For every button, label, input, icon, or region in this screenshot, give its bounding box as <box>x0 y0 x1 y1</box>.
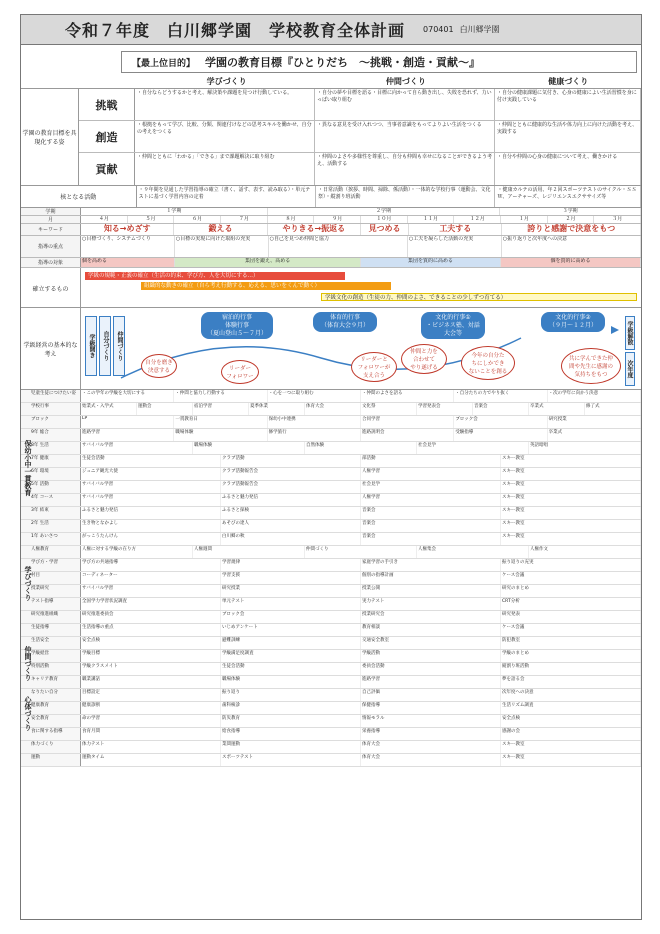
plan-cell: 運動会 <box>137 403 193 415</box>
plan-cell: 人権に対する学級の在り方 <box>81 546 193 558</box>
plan-row <box>21 507 641 520</box>
plan-cell: 体力テスト <box>81 741 221 753</box>
keyword-challenge: 挑戦 <box>79 89 135 120</box>
plan-cell: ・自分たちの力でやり抜く <box>454 390 547 402</box>
plan-cell: 一貫教育日 <box>174 416 267 428</box>
plan-cell: クラブ活動 <box>221 455 361 467</box>
plan-cell: 体育大会 <box>361 754 501 766</box>
plan-row-header: 学び方・学習 <box>21 559 81 571</box>
keyword-label: キーワード <box>21 224 81 235</box>
goal-health: ・仲間とともに健康的な生活や体力向上に向けた活動を考え、実践する <box>495 121 641 152</box>
keyword: やりきる→振返る <box>268 224 361 235</box>
pillar-peer: 仲間づくり <box>385 77 426 86</box>
plan-row <box>21 585 641 598</box>
goal-health: ・自分の健康課題に気付き、心身の健康によい生活習慣を身に付け実践している <box>495 89 641 120</box>
plan-cell: いじめアンケート <box>221 624 361 636</box>
core-peer: ・日常活動（挨拶、時間、掃除、係活動）・一体的な学校行事（運動会、文化祭）・縦割り班活動 <box>316 186 495 207</box>
plan-cell: 実力テスト <box>361 598 501 610</box>
plan-row <box>21 468 641 481</box>
plan-cell: 学級のまとめ <box>501 650 641 662</box>
goal-peer: ・自分の夢や目標を語る・目標に向かって自ら動き出し、失敗を恐れず、力いっぱい取り組む <box>315 89 495 120</box>
plan-cell: 目標設定 <box>81 689 221 701</box>
bubble: 仲間と力を 合わせて やり遂げる <box>401 344 447 374</box>
plan-page <box>20 14 642 920</box>
plan-cell: がっこうたんけん <box>81 533 221 545</box>
top-goal-label: 【最上位目的】 <box>132 58 196 69</box>
top-goal <box>121 51 637 73</box>
plan-cell: 音楽会 <box>361 520 501 532</box>
plan-row <box>21 390 641 403</box>
event-culture-2: 文化的行事② （９月〜１２月） <box>541 312 605 332</box>
plan-cell: 避難訓練 <box>221 637 361 649</box>
plan-row-header: 体力づくり <box>21 741 81 753</box>
bubble: リーダーと フォロワーが 支え合う <box>351 352 397 382</box>
plan-cell: 次年度への決意 <box>501 689 641 701</box>
structure-section <box>21 308 641 390</box>
term-row <box>21 208 641 216</box>
plan-cell: 個別の指導計画 <box>361 572 501 584</box>
plan-cell: 学び方の共通指導 <box>81 559 221 571</box>
plan-cell: ふるさと魅力発信 <box>221 494 361 506</box>
plan-cell: サバイバル学習 <box>81 481 221 493</box>
goal-peer: ・異なる意見を受け入れつつ、当事者意識をもってよりよい生活をつくる <box>315 121 495 152</box>
plan-row <box>21 715 641 728</box>
core-learning: ・９年間を見通した学習指導の確立（書く、話す、表す、読み取る）・単元テストに基づく学習内容の定着 <box>137 186 316 207</box>
term-2: ２学期 <box>268 208 501 215</box>
plan-cell: ふるさと探検 <box>221 507 361 519</box>
goal-row-contribute <box>79 153 641 185</box>
plan-cell: スキー教室 <box>501 481 641 493</box>
plan-row-header: 村目 <box>21 572 81 584</box>
plan-cell: 受験指導 <box>454 429 547 441</box>
plan-cell: 振り返りの充実 <box>501 559 641 571</box>
plan-cell: ふるさと魅力発信 <box>81 507 221 519</box>
plan-row <box>21 416 641 429</box>
plan-cell: スキー教室 <box>501 507 641 519</box>
plan-cell: 部活動 <box>361 455 501 467</box>
month: １月 <box>501 216 548 223</box>
plan-cell: 学級クラスメイト <box>81 663 221 675</box>
bubble: リーダー フォロワー <box>221 360 259 384</box>
plan-cell: 進路説明会 <box>361 429 454 441</box>
bubble: 自分を磨き 決意する <box>141 354 177 378</box>
focus-item: ○自己を見つめ仲間と協力 <box>269 236 408 257</box>
plan-cell: 学習支援 <box>221 572 361 584</box>
plan-cell: 卒業式 <box>548 429 641 441</box>
box-next-year: 次年度 <box>625 352 635 386</box>
plan-cell: ケース会議 <box>501 572 641 584</box>
month: ２月 <box>548 216 595 223</box>
plan-cell: スポーツテスト <box>221 754 361 766</box>
target-band: 集団を質的に高める <box>361 258 501 267</box>
plan-cell: 人権作文 <box>529 546 641 558</box>
plan-row <box>21 637 641 650</box>
plan-row-header: テスト指導 <box>21 598 81 610</box>
core-activity-row <box>21 186 641 208</box>
plan-row-header: キャリア教育 <box>21 676 81 688</box>
plan-cell: 全国学力学習状況調査 <box>81 598 221 610</box>
goal-peer: ・仲間のよさや多様性を尊重し、自分も仲間も幸せになることができるよう考え、活動する <box>315 153 495 185</box>
plan-cell: 教育相談 <box>361 624 501 636</box>
focus-label: 指導の重点 <box>21 236 81 257</box>
bubble: 今年の自分た ちにしかでき ないことを創る <box>461 346 515 380</box>
plan-cell: 生徒会活動 <box>81 455 221 467</box>
plan-cell: 人権集会 <box>417 546 529 558</box>
plan-row-header: 授業研究 <box>21 585 81 597</box>
plan-cell: 研究推進委員会 <box>81 611 221 623</box>
culture-stripe-1: 学級の規範・正義の確立（生活の約束、学び方、人を大切にする…） <box>85 272 345 280</box>
focus-row <box>21 236 641 258</box>
plan-row-header: 研究推進組織 <box>21 611 81 623</box>
focus-item: ○目標づくり、システムづくり <box>81 236 175 257</box>
plan-cell: 進路学習 <box>81 429 174 441</box>
side-label-peer: 仲間づくり <box>24 646 32 681</box>
month-label: 月 <box>21 216 81 223</box>
plan-cell: 夏季休業 <box>249 403 305 415</box>
plan-row <box>21 455 641 468</box>
plan-cell: ・仲間と協力し行動する <box>174 390 267 402</box>
plan-cell: 合同学習 <box>361 416 454 428</box>
focus-item: ○目標の実現に向けた取組の充実 <box>175 236 269 257</box>
plan-row-header: 9年 総合 <box>21 429 81 441</box>
box-class-open: 学級開き <box>85 316 97 376</box>
plan-cell: 職場体験 <box>193 442 305 454</box>
plan-cell: 自然体験 <box>305 442 417 454</box>
plan-row <box>21 754 641 767</box>
plan-row <box>21 663 641 676</box>
month: ８月 <box>268 216 315 223</box>
plan-row <box>21 572 641 585</box>
plan-row-header: ブロック <box>21 416 81 428</box>
plan-row-header: 人権教育 <box>21 546 81 558</box>
plan-cell: 栄養指導 <box>361 728 501 740</box>
culture-section <box>21 268 641 308</box>
plan-row <box>21 624 641 637</box>
plan-cell: 食育月間 <box>81 728 221 740</box>
plan-row-header: 4年 コース <box>21 494 81 506</box>
plan-cell: 生き物となかよし <box>81 520 221 532</box>
month: １１月 <box>408 216 455 223</box>
plan-cell: ・次の学年に向かう決意 <box>548 390 641 402</box>
plan-cell: 職業講話 <box>81 676 221 688</box>
plan-row-header: なりたい自分 <box>21 689 81 701</box>
plan-cell: スキー教室 <box>501 455 641 467</box>
plan-cell: 学習発表会 <box>417 403 473 415</box>
plan-cell: 卒業式 <box>529 403 585 415</box>
plan-row-header: 8年 生活 <box>21 442 81 454</box>
month: ３月 <box>594 216 641 223</box>
plan-cell: 生活リズム調査 <box>501 702 641 714</box>
plan-cell: サバイバル学習 <box>81 585 221 597</box>
term-3: ３学期 <box>500 208 641 215</box>
plan-cell: 交通安全教室 <box>361 637 501 649</box>
keyword-contribute: 貢献 <box>79 153 135 185</box>
plan-cell: スキー教室 <box>501 754 641 766</box>
month: ５月 <box>128 216 175 223</box>
plan-cell: 夢を語る会 <box>501 676 641 688</box>
plan-row <box>21 533 641 546</box>
core-health: ・健康カルテの活用、年２回スポーツテストのサイクル・ＳＳＷ、アーチャーズ、レジリエンスエクササイズ等 <box>495 186 641 207</box>
plan-cell: 安全点検 <box>501 715 641 727</box>
goal-section-label: 学園の教育目標を具現化する姿 <box>21 89 79 185</box>
keyword: 知る→めざす <box>81 224 174 235</box>
school-name: 白川郷学園 <box>459 25 500 34</box>
plan-cell: 情報モラル <box>361 715 501 727</box>
core-activity-label: 核となる活動 <box>21 186 137 207</box>
plan-cell: CRT分析 <box>501 598 641 610</box>
plan-row-header: 特別活動 <box>21 663 81 675</box>
plan-cell: 体育大会 <box>305 403 361 415</box>
goal-learning: ・仲間とともに「わかる」「できる」まで課題解決に取り組む <box>135 153 315 185</box>
plan-row-header: 運動 <box>21 754 81 766</box>
plan-cell: 委員会活動 <box>361 663 501 675</box>
plan-row <box>21 442 641 455</box>
pillar-learning: 学びづくり <box>206 77 247 86</box>
plan-cell: スキー教室 <box>501 468 641 480</box>
plan-cell: 宿泊学習 <box>193 403 249 415</box>
plan-cell: 研究発表 <box>501 611 641 623</box>
plan-cell: 防犯教室 <box>501 637 641 649</box>
plan-cell: ジュニア観光大使 <box>81 468 221 480</box>
plan-cell: クラブ活動報告会 <box>221 481 361 493</box>
doc-code: 070401 <box>423 25 454 34</box>
culture-label: 確立するもの <box>21 268 81 308</box>
keyword: 見つめる <box>361 224 409 235</box>
plan-cell: 生徒会活動 <box>221 663 361 675</box>
plan-cell: 縦割り班活動 <box>501 663 641 675</box>
plan-row <box>21 650 641 663</box>
plan-cell: 学級満足度調査 <box>221 650 361 662</box>
keyword: 鍛える <box>174 224 267 235</box>
plan-cell: 白川郷の秋 <box>221 533 361 545</box>
plan-cell: 人権週間 <box>193 546 305 558</box>
plan-cell: 人権学習 <box>361 494 501 506</box>
plan-cell: スキー教室 <box>501 533 641 545</box>
goal-row-challenge <box>79 89 641 121</box>
plan-cell: スキー教室 <box>501 494 641 506</box>
goal-health: ・自分や仲間の心身の健康について考え、働きかける <box>495 153 641 185</box>
term-label: 学期 <box>21 208 81 215</box>
month-row <box>21 216 641 224</box>
plan-cell: 社会見学 <box>361 481 501 493</box>
month: １２月 <box>454 216 501 223</box>
plan-cell: 職場体験 <box>221 676 361 688</box>
plan-cell: 研究授業 <box>221 585 361 597</box>
plan-cell: スキー教室 <box>501 520 641 532</box>
plan-cell: 安全点検 <box>81 637 221 649</box>
goal-row-create <box>79 121 641 153</box>
side-label-health: 心体づくり <box>24 696 32 731</box>
plan-cell: サバイバル学習 <box>81 442 193 454</box>
plan-row <box>21 598 641 611</box>
keyword-row <box>21 224 641 236</box>
month: ７月 <box>221 216 268 223</box>
plan-cell: ブロック会 <box>221 611 361 623</box>
plan-cell: 命の学習 <box>81 715 221 727</box>
plan-cell: 研究授業 <box>548 416 641 428</box>
plan-cell: ブロック会 <box>454 416 547 428</box>
plan-row <box>21 520 641 533</box>
plan-row-header: 1年 あいさつ <box>21 533 81 545</box>
event-culture-1: 文化的行事① ・ビジネス塾、対話大会等 <box>421 312 485 339</box>
plan-row-header: 2年 生活 <box>21 520 81 532</box>
plan-cell: 感謝の会 <box>501 728 641 740</box>
target-band: 個を高める <box>81 258 175 267</box>
plan-cell: 学級目標 <box>81 650 221 662</box>
plan-row-header: 生活安全 <box>21 637 81 649</box>
month: ６月 <box>174 216 221 223</box>
plan-row <box>21 403 641 416</box>
plan-cell: 学習規律 <box>221 559 361 571</box>
target-band: 集団を鍛え、高める <box>175 258 361 267</box>
plan-cell: ケース会議 <box>501 624 641 636</box>
plan-cell: 防災教育 <box>221 715 361 727</box>
lower-rows <box>21 546 641 767</box>
goal-section <box>21 88 641 186</box>
plan-cell: スキー教室 <box>501 741 641 753</box>
goal-learning: ・自分ならどうするかと考え、解決策や課題を見つけ行動している。 <box>135 89 315 120</box>
plan-cell: 家庭学習の手引き <box>361 559 501 571</box>
plan-cell: 運動タイム <box>81 754 221 766</box>
plan-row <box>21 494 641 507</box>
plan-cell: LP <box>81 416 174 428</box>
plan-cell: 音楽会 <box>361 533 501 545</box>
plan-cell: コーディネーター <box>81 572 221 584</box>
plan-cell: 修学旅行 <box>268 429 361 441</box>
keyword: 誇りと感謝で決意をもつ <box>502 224 641 235</box>
plan-row-header: 学級経営 <box>21 650 81 662</box>
keyword: 工夫する <box>409 224 502 235</box>
plan-cell: ・この学年の学級を大切にする <box>81 390 174 402</box>
calendar <box>21 208 641 268</box>
target-label: 指導の対象 <box>21 258 81 267</box>
plan-cell: クラブ活動報告会 <box>221 468 361 480</box>
plan-row <box>21 481 641 494</box>
month: ４月 <box>81 216 128 223</box>
plan-row-header: 5年 活動 <box>21 481 81 493</box>
goal-learning: ・根拠をもって学び、比較、分類、関連付けなどの思考スキルを働かせ、自分の考えをつくる <box>135 121 315 152</box>
plan-row <box>21 728 641 741</box>
culture-stripe-3: 学級文化の創造（生徒の力、仲間のよさ、できることの少しずつ育てる） <box>321 293 637 301</box>
plan-row <box>21 559 641 572</box>
target-row <box>21 258 641 268</box>
plan-cell: あそびの達人 <box>221 520 361 532</box>
month: ９月 <box>314 216 361 223</box>
plan-cell: 給食指導 <box>221 728 361 740</box>
side-label-learning: 学びづくり <box>24 566 32 601</box>
plan-row <box>21 429 641 442</box>
box-dismiss: 学級解散 <box>625 316 635 350</box>
focus-item: ○工夫を凝らした活動の充実 <box>408 236 502 257</box>
plan-row <box>21 676 641 689</box>
plan-cell: 体育大会 <box>361 741 501 753</box>
plan-row-header: 学校行事 <box>21 403 81 415</box>
keyword-create: 創造 <box>79 121 135 152</box>
pillar-header <box>137 76 641 88</box>
plan-cell: 授業研究会 <box>361 611 501 623</box>
plan-cell: 文化祭 <box>361 403 417 415</box>
plan-cell: 保幼小中連携 <box>268 416 361 428</box>
plan-cell: 振り返り <box>221 689 361 701</box>
plan-cell: 英語暗唱 <box>529 442 641 454</box>
focus-item: ○振り返りと次年度への決意 <box>502 236 641 257</box>
plan-cell: 進路学習 <box>361 676 501 688</box>
box-peer: 仲間づくり <box>113 316 125 376</box>
plan-cell: 自己評価 <box>361 689 501 701</box>
page-title: 令和７年度 白川郷学園 学校教育全体計画 <box>65 21 406 40</box>
structure-label: 学級経営の基本的な考え <box>21 308 81 390</box>
plan-cell: 生活指導の重点 <box>81 624 221 636</box>
plan-cell: 仲間づくり <box>305 546 417 558</box>
plan-row <box>21 741 641 754</box>
plan-row-header: 児童生徒につけたい姿 <box>21 390 81 402</box>
bubble: 共に学んできた仲 間や先生に感謝の 気持ちをもつ <box>561 348 621 384</box>
plan-row-header: 健康教育 <box>21 702 81 714</box>
title-bar <box>21 15 641 45</box>
plan-cell: 保健指導 <box>361 702 501 714</box>
term-1: １学期 <box>81 208 268 215</box>
plan-row <box>21 689 641 702</box>
plan-cell: 健康診断 <box>81 702 221 714</box>
arrow-head <box>611 326 619 334</box>
plan-cell: サバイバル学習 <box>81 494 221 506</box>
plan-cell: 音楽会 <box>473 403 529 415</box>
event-sports: 体育的行事 （体育大会９月） <box>313 312 377 332</box>
plan-cell: 学級活動 <box>361 650 501 662</box>
target-band: 個を質的に高める <box>501 258 641 267</box>
plan-cell: 業間運動 <box>221 741 361 753</box>
plan-row <box>21 611 641 624</box>
month: １０月 <box>361 216 408 223</box>
culture-stripe-2: 組織的な動きの確立（自ら考え行動する、応える、思いをくんで動く） <box>141 282 391 290</box>
plan-cell: 修了式 <box>585 403 641 415</box>
block-rows <box>21 390 641 546</box>
plan-cell: 人権学習 <box>361 468 501 480</box>
box-self: 自分づくり <box>99 316 111 376</box>
plan-cell: 始業式・入学式 <box>81 403 137 415</box>
plan-cell: 授業公開 <box>361 585 501 597</box>
plan-row <box>21 702 641 715</box>
pillar-health: 健康づくり <box>548 77 589 86</box>
plan-row <box>21 546 641 559</box>
event-overnight: 宿泊的行事 体験行事 （夏山登山５〜７月） <box>201 312 273 339</box>
top-goal-text: 学園の教育目標『ひとりだち ～挑戦・創造・貢献～』 <box>205 56 481 69</box>
side-label-block: 保幼小中一貫教育 <box>24 440 32 496</box>
plan-cell: 単元テスト <box>221 598 361 610</box>
plan-row-header: 3年 結束 <box>21 507 81 519</box>
plan-row-header: 安全教育 <box>21 715 81 727</box>
plan-cell: 職場体験 <box>174 429 267 441</box>
plan-cell: 音楽会 <box>361 507 501 519</box>
plan-row-header: 食に関する指導 <box>21 728 81 740</box>
plan-cell: ・心を一つに取り組む <box>268 390 361 402</box>
plan-row-header: 7年 健康 <box>21 455 81 467</box>
plan-cell: ・仲間のよさを語る <box>361 390 454 402</box>
plan-row-header: 6年 環境 <box>21 468 81 480</box>
plan-cell: 歯科検診 <box>221 702 361 714</box>
plan-row-header: 生徒指導 <box>21 624 81 636</box>
plan-cell: 社会見学 <box>417 442 529 454</box>
plan-cell: 研究のまとめ <box>501 585 641 597</box>
